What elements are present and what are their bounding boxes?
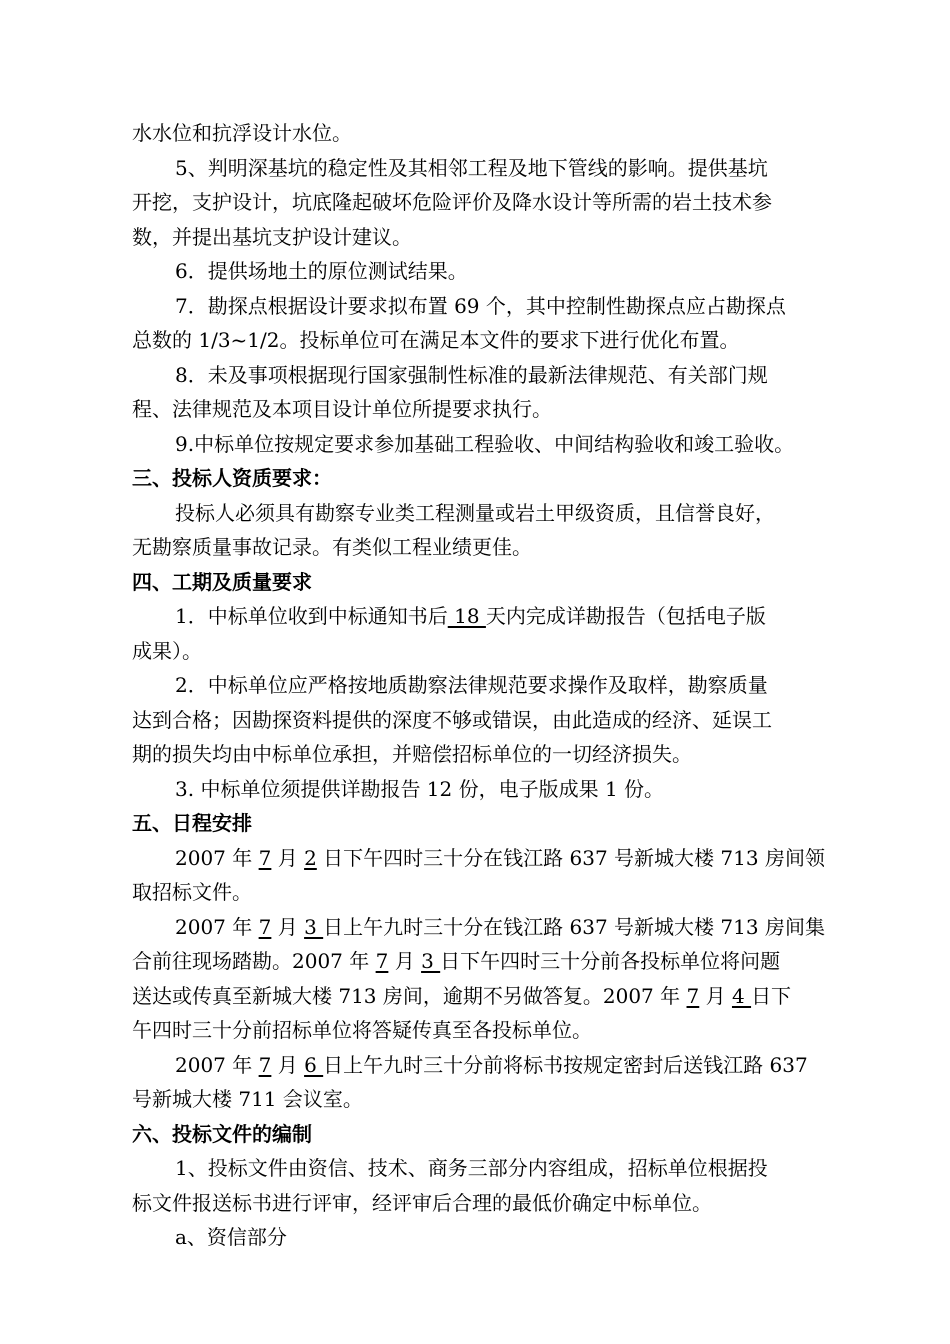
text-run: 标文件报送标书进行评审，经评审后合理的最低价确定中标单位。 (132, 1190, 712, 1215)
text-line (132, 1151, 852, 1186)
text-run: 午四时三十分前招标单位将答疑传真至各投标单位。 (132, 1018, 592, 1042)
text-run: 月 (271, 1052, 305, 1077)
text-line (132, 1220, 852, 1255)
text-line (132, 151, 852, 186)
text-line (132, 875, 852, 910)
text-run: 6．提供场地土的原位测试结果。 (175, 259, 468, 283)
text-run: 合前往现场踏勘。2007 年 (132, 949, 376, 973)
text-run: 投标人必须具有勘察专业类工程测量或岩土甲级资质，且信誉良好， (175, 500, 775, 525)
text-run: 无勘察质量事故记录。有类似工程业绩更佳。 (132, 535, 532, 559)
text-run: 7．勘探点根据设计要求拟布置 69 个，其中控制性勘探点应占勘探点 (175, 293, 786, 318)
text-line (132, 910, 852, 945)
text-run: 取招标文件。 (132, 880, 252, 904)
document-body (132, 116, 852, 1255)
text-run: 四、工期及质量要求 (132, 569, 312, 594)
text-run: 5、判明深基坑的稳定性及其相邻工程及地下管线的影响。提供基坑 (175, 155, 768, 180)
text-line (132, 599, 852, 634)
text-run: 号新城大楼 711 会议室。 (132, 1087, 363, 1111)
text-run: 程、法律规范及本项目设计单位所提要求执行。 (132, 397, 552, 421)
text-run: 天内完成详勘报告（包括电子版 (485, 604, 766, 628)
section-heading (132, 565, 852, 600)
text-line (132, 1048, 852, 1083)
text-run: 9.中标单位按规定要求参加基础工程验收、中间结构验收和竣工验收。 (175, 431, 795, 456)
text-run: 月 (388, 949, 422, 973)
text-run: 期的损失均由中标单位承担，并赔偿招标单位的一切经济损失。 (132, 742, 692, 766)
section-heading (132, 806, 852, 841)
text-line (132, 254, 852, 289)
text-line (132, 1013, 852, 1048)
underlined-value: 7 (375, 949, 389, 973)
section-heading (132, 461, 852, 496)
text-run: a、资信部分 (175, 1225, 287, 1249)
text-run: 数，并提出基坑支护设计建议。 (132, 224, 412, 249)
text-line (132, 979, 852, 1014)
text-run: 月 (271, 914, 305, 939)
text-run: 月 (699, 983, 732, 1008)
underlined-value: 7 (258, 1052, 272, 1077)
text-line (132, 392, 852, 427)
text-line (132, 220, 852, 255)
underlined-value: 7 (258, 914, 272, 939)
underlined-value: 3 (421, 949, 441, 973)
text-line (132, 841, 852, 876)
text-line (132, 737, 852, 772)
underlined-value: 2 (304, 845, 317, 870)
text-run: 1．中标单位收到中标通知书后 (175, 604, 448, 628)
text-line (132, 944, 852, 979)
text-run: 成果）。 (132, 638, 202, 663)
text-run: 日上午九时三十分前将标书按规定密封后送钱江路 637 (323, 1052, 808, 1077)
text-line (132, 634, 852, 669)
text-line (132, 1082, 852, 1117)
text-line (132, 289, 852, 324)
text-line (132, 772, 852, 807)
text-run: 2007 年 (175, 845, 259, 870)
text-run: 总数的 1/3~1/2。投标单位可在满足本文件的要求下进行优化布置。 (132, 328, 740, 352)
text-line (132, 358, 852, 393)
section-heading (132, 1117, 852, 1152)
text-line (132, 323, 852, 358)
underlined-value: 7 (258, 845, 272, 870)
underlined-value: 3 (304, 914, 324, 939)
underlined-value: 18 (447, 604, 486, 628)
underlined-value: 4 (731, 983, 752, 1008)
text-run: 日下午四时三十分在钱江路 637 号新城大楼 713 房间领 (316, 845, 825, 870)
text-run: 1、投标文件由资信、技术、商务三部分内容组成，招标单位根据投 (175, 1156, 768, 1180)
underlined-value: 7 (686, 983, 700, 1008)
text-line (132, 668, 852, 703)
text-line (132, 116, 852, 151)
text-run: 3. 中标单位须提供详勘报告 12 份，电子版成果 1 份。 (175, 776, 665, 801)
text-line (132, 427, 852, 462)
text-run: 8．未及事项根据现行国家强制性标准的最新法律规范、有关部门规 (175, 362, 768, 387)
text-run: 日下 (751, 983, 792, 1008)
text-line (132, 530, 852, 565)
text-run: 送达或传真至新城大楼 713 房间，逾期不另做答复。2007 年 (132, 983, 687, 1008)
text-run: 五、日程安排 (132, 811, 252, 835)
text-run: 日下午四时三十分前各投标单位将问题 (440, 949, 781, 973)
text-run: 达到合格；因勘探资料提供的深度不够或错误，由此造成的经济、延误工 (132, 707, 772, 732)
text-line (132, 496, 852, 531)
text-line (132, 703, 852, 738)
text-run: 三、投标人资质要求： (132, 466, 332, 490)
text-run: 六、投标文件的编制 (132, 1121, 312, 1146)
text-run: 日上午九时三十分在钱江路 637 号新城大楼 713 房间集 (323, 914, 825, 939)
underlined-value: 6 (304, 1052, 324, 1077)
text-line (132, 185, 852, 220)
text-run: 2007 年 (175, 914, 259, 939)
text-run: 2．中标单位应严格按地质勘察法律规范要求操作及取样，勘察质量 (175, 673, 768, 697)
text-run: 月 (271, 845, 305, 870)
text-line (132, 1186, 852, 1221)
text-run: 2007 年 (175, 1052, 259, 1077)
text-run: 水水位和抗浮设计水位。 (132, 121, 352, 145)
text-run: 开挖，支护设计，坑底隆起破坏危险评价及降水设计等所需的岩土技术参 (132, 190, 772, 214)
